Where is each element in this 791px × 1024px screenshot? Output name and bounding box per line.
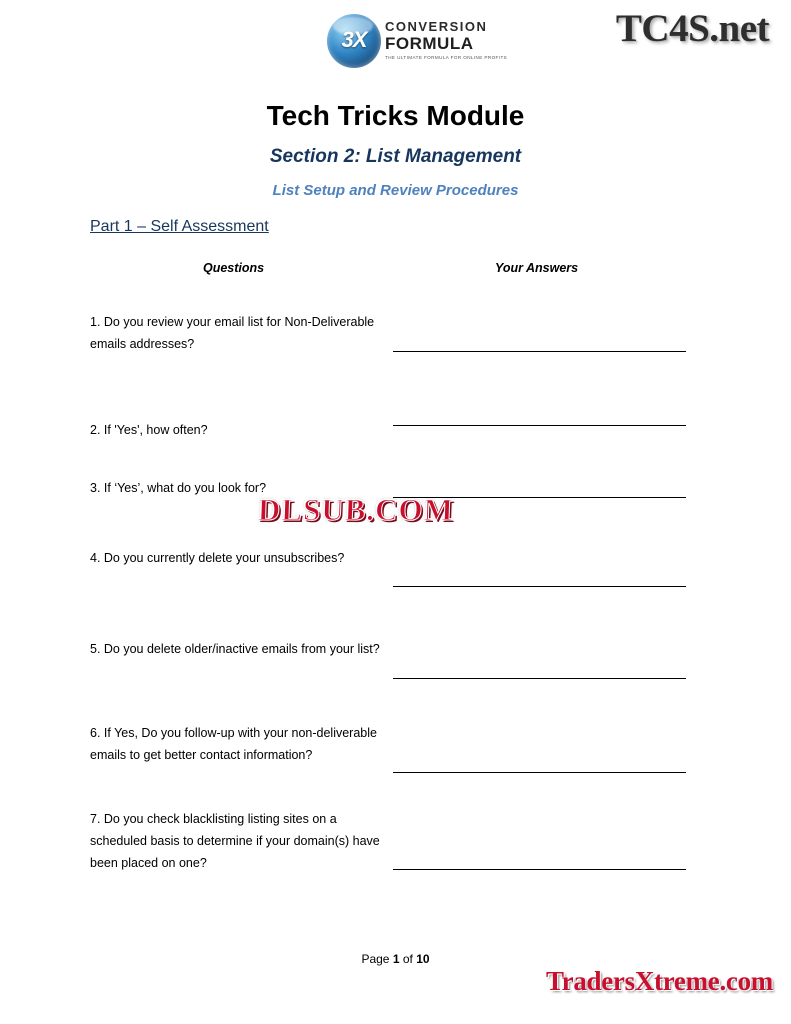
question-text: 5. Do you delete older/inactive emails from your list? xyxy=(90,642,380,656)
question-text: 1. Do you review your email list for Non-Deliverable emails addresses? xyxy=(90,315,375,351)
footer-page-current: 1 xyxy=(392,952,400,966)
logo-badge-text: 3X xyxy=(341,27,367,52)
column-header-questions: Questions xyxy=(203,261,265,275)
question-text: 3. If ‘Yes’, what do you look for? xyxy=(90,481,267,495)
page-subsubtitle: List Setup and Review Procedures xyxy=(272,182,519,199)
column-header-answers: Your Answers xyxy=(495,261,579,275)
question-text: 6. If Yes, Do you follow-up with your non-deliverable emails to get better contact information? xyxy=(90,726,377,762)
footer-page-number xyxy=(0,952,791,966)
part-heading: Part 1 – Self Assessment xyxy=(90,218,269,235)
answer-line[interactable] xyxy=(393,678,686,679)
answer-line[interactable] xyxy=(393,425,686,426)
footer-page-total: 10 xyxy=(416,952,430,966)
question-text: 2. If 'Yes', how often? xyxy=(90,423,208,437)
answer-line[interactable] xyxy=(393,586,686,587)
answer-line[interactable] xyxy=(393,351,686,352)
site-brand-tc4s: TC4S.net xyxy=(615,7,769,50)
footer-page-prefix: Page xyxy=(361,952,393,966)
question-text: 4. Do you currently delete your unsubscribes? xyxy=(90,551,345,565)
answer-line[interactable] xyxy=(393,869,686,870)
question-text: 7. Do you check blacklisting listing sites on a scheduled basis to determine if your domain(s) have been placed on one? xyxy=(90,812,380,870)
answer-line[interactable] xyxy=(393,772,686,773)
footer-page-of: of xyxy=(399,952,417,966)
page-subtitle: Section 2: List Management xyxy=(269,146,522,167)
logo-word-conversion: CONVERSION xyxy=(385,19,488,34)
watermark-footer: TradersXtreme.com xyxy=(545,966,773,996)
logo-tagline: THE ULTIMATE FORMULA FOR ONLINE PROFITS xyxy=(385,55,508,60)
watermark-center: DLSUB.COM xyxy=(257,492,455,527)
logo-word-formula: FORMULA xyxy=(385,34,474,53)
page-title: Tech Tricks Module xyxy=(266,100,525,131)
